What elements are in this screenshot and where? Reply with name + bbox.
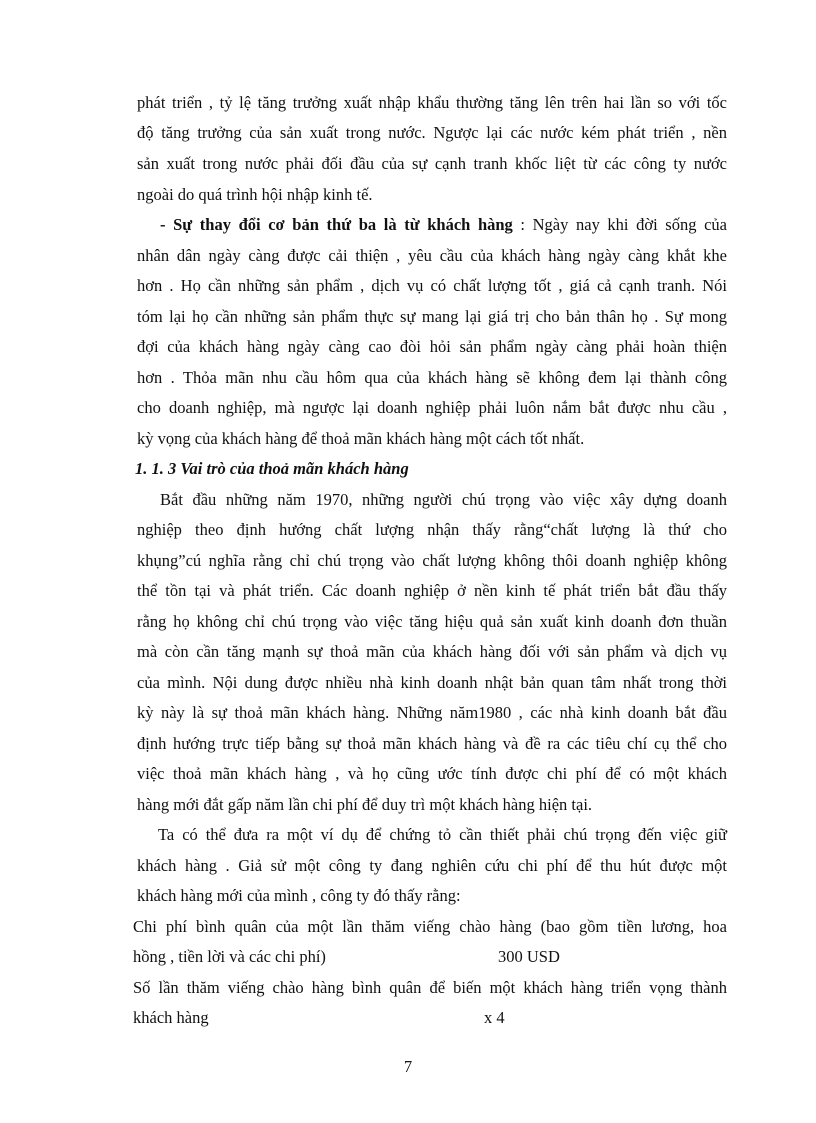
text-line: thể tồn tại và phát triển. Các doanh nghiệp ở nền kinh tế phát triển bắt đầu thấy [137,581,727,600]
text-line: khách hàng mới của mình , công ty đó thấy rằng: [137,886,461,905]
text-line: khách hàng [133,1008,209,1027]
text-line: Bắt đầu những năm 1970, những người chú trọng vào việc xây dựng doanh [160,490,727,509]
text-line: hồng , tiền lời và các chi phí) [133,947,326,966]
text-line: độ tăng trưởng của sản xuất trong nước. Ngược lại các nước kém phát triển , nền [137,123,727,142]
text-line: khụng”cú nghĩa rằng chỉ chú trọng vào chất lượng không thôi doanh nghiệp không [137,551,727,570]
text-line: kỳ vọng của khách hàng để thoả mãn khách hàng một cách tốt nhất. [137,429,585,448]
visit-multiplier: x 4 [484,1008,505,1027]
page-number: 7 [403,1057,413,1076]
text-line: phát triển , tỷ lệ tăng trưởng xuất nhập khẩu thường tăng lên trên hai lần so với tốc [137,93,727,112]
text-line: kỳ này là sự thoả mãn khách hàng. Những năm1980 , các nhà kinh doanh bắt đầu [137,703,727,722]
text-line: sản xuất trong nước phải đối đầu của sự cạnh tranh khốc liệt từ các công ty nước [137,154,727,173]
text-line: tóm lại họ cần những sản phẩm thực sự mang lại giá trị cho bản thân họ . Sự mong [137,307,727,326]
paragraph-lead-line [160,210,727,240]
text-line: nghiệp theo định hướng chất lượng nhận thấy rằng“chất lượng là thứ cho [137,520,727,539]
text-line: Chi phí bình quân của một lần thăm viếng chào hàng (bao gồm tiền lương, hoa [133,917,727,936]
section-heading: 1. 1. 3 Vai trò của thoả mãn khách hàng [135,459,409,478]
text-line: hơn . Thỏa mãn nhu cầu hôm qua của khách hàng sẽ không đem lại thành công [137,368,727,387]
text-line: khách hàng . Giả sử một công ty đang nghiên cứu chi phí để thu hút được một [137,856,727,875]
cost-amount: 300 USD [498,947,560,966]
text-line: cho doanh nghiệp, mà ngược lại doanh nghiệp phải luôn nắm bắt được nhu cầu , [137,398,727,417]
text-line: việc thoả mãn khách hàng , và họ cũng ước tính được chi phí để có một khách [137,764,727,783]
text-line: Ta có thể đưa ra một ví dụ để chứng tỏ cần thiết phải chú trọng đến việc giữ [158,825,727,844]
text-line: của mình. Nội dung được nhiều nhà kinh doanh nhật bản quan tâm nhất trong thời [137,673,727,692]
lead-rest: : Ngày nay khi đời sống của [512,215,727,234]
text-line: nhân dân ngày càng được cải thiện , yêu cầu của khách hàng ngày càng khắt khe [137,246,727,265]
text-line: hàng mới đắt gấp năm lần chi phí để duy trì một khách hàng hiện tại. [137,795,593,814]
text-line: Số lần thăm viếng chào hàng bình quân để biến một khách hàng triển vọng thành [133,978,727,997]
bold-lead: - Sự thay đổi cơ bản thứ ba là từ khách hàng [160,215,513,234]
text-line: đợi của khách hàng ngày càng cao đòi hỏi sản phẩm ngày càng phải hoàn thiện [137,337,727,356]
text-line: định hướng trực tiếp bằng sự thoả mãn khách hàng và đề ra các tiêu chí cụ thể cho [137,734,727,753]
text-line: rằng họ không chỉ chú trọng vào việc tăng hiệu quả sản xuất kinh doanh đơn thuần [137,612,727,631]
text-line: mà còn cần tăng mạnh sự thoả mãn của khách hàng đối với sản phẩm và dịch vụ [137,642,727,661]
text-line: ngoài do quá trình hội nhập kinh tế. [137,185,373,204]
text-line: hơn . Họ cần những sản phẩm , dịch vụ có chất lượng tốt , giá cả cạnh tranh. Nói [137,276,727,295]
